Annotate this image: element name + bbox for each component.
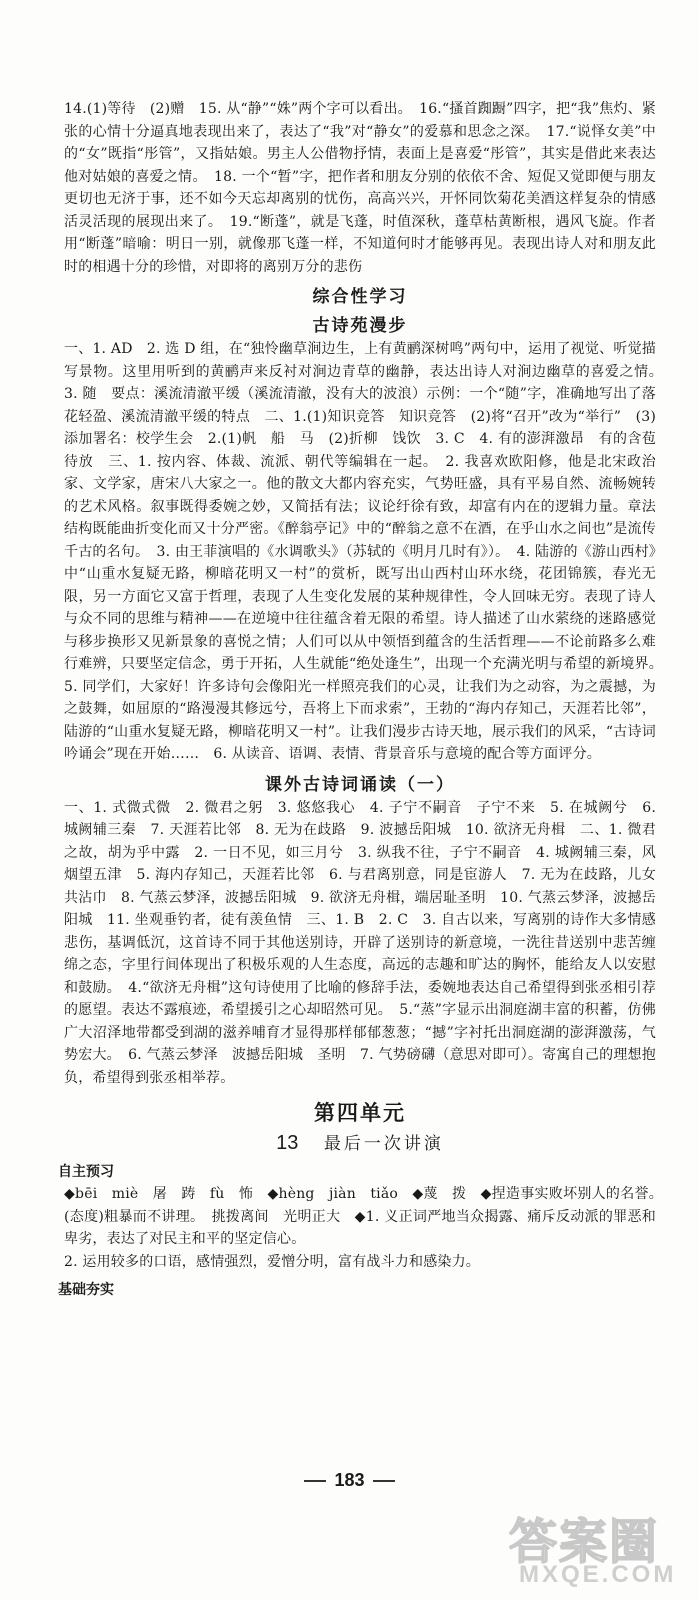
answer-section-continued [64, 98, 656, 278]
section-title-comprehensive-learning: 综合性学习 [312, 287, 408, 307]
watermark-logo [505, 1503, 690, 1595]
watermark-text-cn: 答案圈 [509, 1514, 660, 1570]
lesson-number: 13 [276, 1132, 299, 1154]
unit-title: 第四单元 [314, 1100, 406, 1125]
section-extracurricular-recitation [64, 770, 656, 1090]
section-title: 古诗苑漫步 [312, 316, 408, 336]
watermark-text-en: MXQE.COM [519, 1561, 677, 1588]
basic-label: 基础夯实 [58, 1281, 114, 1297]
paragraph: 一、1. AD 2. 选 D 组，在“独怜幽草涧边生，上有黄鹂深树鸣”两句中，运用了视觉、听觉描写景物。这里用听到的黄鹂声来反衬对涧边青草的幽静，表达出诗人对涧边幽草的喜爱之情。 3. 随 要点：溪流清澈平缓（溪流清澈，没有大的波浪）示例：一个“随”字，准确地写出了落花轻盈、溪流清澈平缓的特点 二、1.(1)知识竞答 知识竞答 (2)将“召开”改为“举行” (3)添加署名：校学生会 2.(1)帆 船 马 (2)折柳 饯饮 3. C 4. 有的澎湃激昂 有的含苞待放 三、1. 按内容、体裁、流派、朝代等编辑在一起。 2. 我喜欢欧阳修，他是北宋政治家、文学家，唐宋八大家之一。他的散文大都内容充实，气势旺盛，具有平易自然、流畅婉转的艺术风格。叙事既得委婉之妙，又简括有法；议论纡徐有致，却富有内在的逻辑力量。章法结构既能曲折变化而又十分严密。《醉翁亭记》中的“醉翁之意不在酒，在乎山水之间也”是流传千古的名句。 3. 由王菲演唱的《水调歌头》（苏轼的《明月几时有》）。 4. 陆游的《游山西村》中“山重水复疑无路，柳暗花明又一村”的赏析，既写出山西村山环水绕，花团锦簇，春光无限，另一方面它又富于哲理，表现了人生变化发展的某种规律性，令人回味无穷。表现了诗人与众不同的思维与精神——在逆境中往往蕴含着无限的希望。诗人描述了山水萦绕的迷路感觉与移步换形又见新景象的喜悦之情；人们可以从中领悟到蕴含的生活哲理——不论前路多么难行难辨，只要坚定信念，勇于开拓，人生就能“绝处逢生”，出现一个充满光明与希望的新境界。 5. 同学们，大家好！许多诗句会像阳光一样照亮我们的心灵，让我们为之动容，为之震撼，为之鼓舞，如屈原的“路漫漫其修远兮，吾将上下而求索”，王勃的“海内存知己，天涯若比邻”，陆游的“山重水复疑无路，柳暗花明又一村”。让我们漫步古诗天地，展示我们的风采，“古诗词吟诵会”现在开始…… 6. 从读音、语调、表情、背景音乐与意境的配合等方面评分。 [64, 341, 671, 762]
paragraph: 一、1. 式微式微 2. 微君之躬 3. 悠悠我心 4. 子宁不嗣音 子宁不来 5. 在城阙兮 6. 城阙辅三秦 7. 天涯若比邻 8. 无为在歧路 9. 波撼岳阳城 10. 欲济无舟楫 二、1. 微君之故，胡为乎中露 2. 一日不见，如三月兮 3. 纵我不往，子宁不嗣音 4. 城阙辅三秦，风烟望五津 5. 海内存知己，天涯若比邻 6. 与君离别意，同是宦游人 7. 无为在歧路，儿女共沾巾 8. 气蒸云梦泽，波撼岳阳城 9. 欲济无舟楫，端居耻圣明 10. 气蒸云梦泽，波撼岳阳城 11. 坐观垂钓者，徒有羡鱼情 三、1. B 2. C 3. 自古以来，写离别的诗作大多情感悲伤，基调低沉，这首诗不同于其他送别诗，开辟了送别诗的新意境，一洗往昔送别中悲苦缠绵之态，字里行间体现出了积极乐观的人生态度，高远的志趣和旷达的胸怀，能给友人以安慰和鼓励。 4.“欲济无舟楫”这句诗使用了比喻的修辞手法，委婉地表达自己希望得到张丞相引荐的愿望。表达不露痕迹，希望援引之心却昭然可见。 5.“蒸”字显示出洞庭湖丰富的积蓄，仿佛广大沼泽地带都受到湖的滋养哺育才显得那样郁郁葱葱；“撼”字衬托出洞庭湖的澎湃激荡，气势宏大。 6. 气蒸云梦泽 波撼岳阳城 圣明 7. 气势磅礴（意思对即可）。寄寓自己的理想抱负，希望得到张丞相举荐。 [64, 799, 656, 1086]
preview-label: 自主预习 [58, 1163, 114, 1179]
page-number: 183 [334, 1470, 365, 1490]
paragraph: 14.(1)等待 (2)赠 15. 从“静”“姝”两个字可以看出。 16.“搔首踟蹰”四字，把“我”焦灼、紧张的心情十分逼真地表现出来了，表达了“我”对“静女”的爱慕和思念之深。 17.“说怿女美”中的“女”既指“彤管”，又指姑娘。男主人公借物抒情，表面上是喜爱“彤管”，其实是借此来表达他对姑娘的喜爱之情。 18. 一个“暂”字，把作者和朋友分别的依依不舍、短促又觉即便与朋友更切也无济于事，还不如今天忘却离别的忧伤，高高兴兴，开怀同饮菊花美酒这样复杂的情感活灵活现的展现出来了。 19.“断蓬”，就是飞蓬，时值深秋，蓬草枯黄断根，遇风飞旋。作者用“断蓬”暗喻：明日一别，就像那飞蓬一样，不知道何时才能够再见。表现出诗人对和朋友此时的相遇十分的珍惜，对即将的离别万分的悲伤 [64, 101, 656, 275]
preview-line: 2. 运用较多的口语，感情强烈，爱憎分明，富有战斗力和感染力。 [64, 1253, 481, 1270]
lesson-heading [64, 1129, 656, 1155]
footer-dash-right [373, 1480, 395, 1482]
section-title: 课外古诗词诵读（一） [265, 774, 455, 795]
section-ancient-poetry-stroll [64, 311, 671, 766]
page-footer [0, 1470, 699, 1491]
lesson-title: 最后一次讲演 [323, 1134, 444, 1154]
page-content [58, 98, 671, 1301]
preview-line: ◆bēi miè 屠 踌 fù 怖 ◆hèng jiàn tiǎo ◆蔑 拨 ◆捏造事实败坏别人的名誉。 (态度)粗暴而不讲理。 挑拨离间 光明正大 ◆1. 义正词严地当众揭露、痛斥反动派的罪恶和卑劣，表达了对民主和平的坚定信心。 [64, 1186, 671, 1247]
footer-dash-left [304, 1480, 326, 1482]
